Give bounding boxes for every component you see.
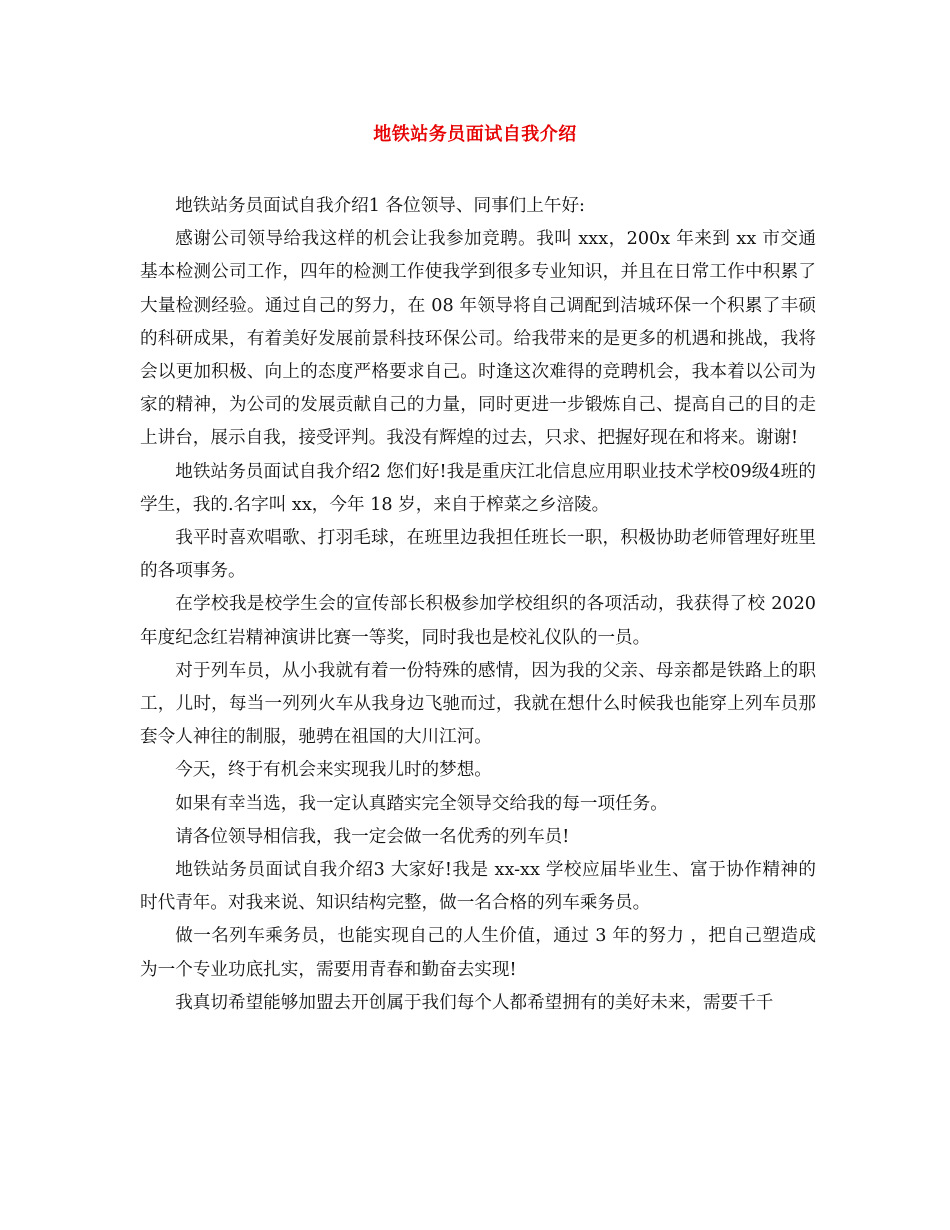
document-title: 地铁站务员面试自我介绍 bbox=[373, 124, 577, 145]
paragraph-7: 今天，终于有机会来实现我儿时的梦想。 bbox=[175, 760, 492, 781]
paragraph-8: 如果有幸当选，我一定认真踏实完全领导交给我的每一项任务。 bbox=[175, 793, 668, 814]
paragraph-1: 地铁站务员面试自我介绍1 各位领导、同事们上午好: bbox=[175, 196, 585, 216]
paragraph-4: 我平时喜欢唱歌、打羽毛球，在班里边我担任班长一职，积极协助老师管理好班里的各项事务。 bbox=[140, 528, 816, 582]
paragraph-11: 做一名列车乘务员，也能实现自己的人生价值，通过 3 年的努力 ，把自己塑造成为一个专业功底扎实，需要用青春和勤奋去实现! bbox=[140, 926, 816, 980]
document-body bbox=[140, 190, 816, 1020]
paragraph-5: 在学校我是校学生会的宣传部长积极参加学校组织的各项活动，我获得了校 2020 年度纪念红岩精神演讲比赛一等奖，同时我也是校礼仪队的一员。 bbox=[140, 594, 816, 648]
paragraph-3: 地铁站务员面试自我介绍2 您们好!我是重庆江北信息应用职业技术学校09级4班的学生，我的.名字叫 xx，今年 18 岁，来自于榨菜之乡涪陵。 bbox=[140, 461, 816, 515]
paragraph-9: 请各位领导相信我，我一定会做一名优秀的列车员! bbox=[175, 826, 570, 847]
paragraph-2: 感谢公司领导给我这样的机会让我参加竞聘。我叫 xxx，200x 年来到 xx 市交通基本检测公司工作，四年的检测工作使我学到很多专业知识，并且在日常工作中积累了大量检测经验。通过自己的努力，在 08 年领导将自己调配到洁城环保一个积累了丰硕的科研成果，有着美好发展前景科技环保公司。给我带来的是更多的机遇和挑战，我将会以更加积极、向上的态度严格要求自己。时逢这次难得的竞聘机会，我本着以公司为家的精神，为公司的发展贡献自己的力量，同时更进一步锻炼自己、提高自己的目的走上讲台，展示自我，接受评判。我没有辉煌的过去，只求、把握好现在和将来。谢谢! bbox=[140, 229, 816, 449]
paragraph-12: 我真切希望能够加盟去开创属于我们每个人都希望拥有的美好未来，需要千千 bbox=[175, 992, 774, 1013]
paragraph-10: 地铁站务员面试自我介绍3 大家好!我是 xx-xx 学校应届毕业生、富于协作精神的时代青年。对我来说、知识结构完整，做一名合格的列车乘务员。 bbox=[140, 860, 816, 914]
paragraph-6: 对于列车员，从小我就有着一份特殊的感情，因为我的父亲、母亲都是铁路上的职工，儿时，每当一列列火车从我身边飞驰而过，我就在想什么时候我也能穿上列车员那套令人神往的制服，驰骋在祖国的大川江河。 bbox=[140, 660, 816, 748]
